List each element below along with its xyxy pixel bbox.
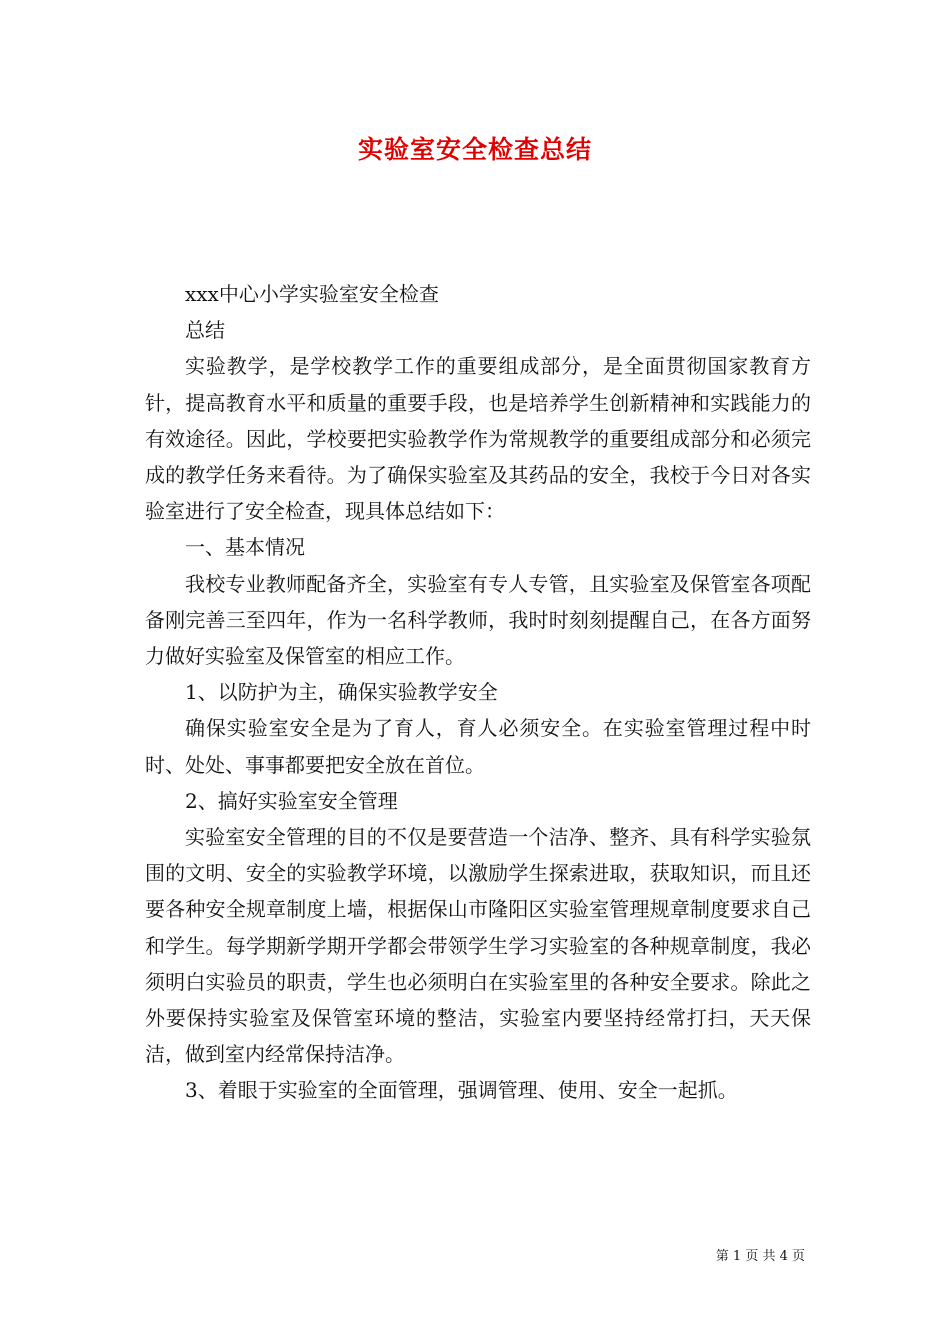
paragraph-1: 确保实验室安全是为了育人，育人必须安全。在实验室管理过程中时时、处处、事事都要把安全放在首位。 (145, 716, 811, 777)
section-heading-2: 2、搞好实验室安全管理 (185, 788, 398, 813)
paragraph-basic: 我校专业教师配备齐全，实验室有专人专管，且实验室及保管室各项配备刚完善三至四年，作为一名科学教师，我时时刻刻提醒自己，在各方面努力做好实验室及保管室的相应工作。 (145, 571, 811, 669)
section-heading-3: 3、着眼于实验室的全面管理，强调管理、使用、安全一起抓。 (185, 1078, 738, 1103)
document-body (145, 276, 811, 1109)
paragraph-intro: 实验教学，是学校教学工作的重要组成部分，是全面贯彻国家教育方针，提高教育水平和质量的重要手段，也是培养学生创新精神和实践能力的有效途径。因此，学校要把实验教学作为常规教学的重要组成部分和必须完成的教学任务来看待。为了确保实验室及其药品的安全，我校于今日对各实验室进行了安全检查，现具体总结如下： (145, 354, 811, 524)
section-heading-basic: 一、基本情况 (185, 535, 305, 560)
section-heading-1: 1、以防护为主，确保实验教学安全 (185, 680, 498, 705)
page-number: 第 1 页 共 4 页 (715, 1249, 805, 1264)
subtitle-line-1: xxx中心小学实验室安全检查 (185, 282, 439, 306)
subtitle-line-2: 总结 (185, 318, 225, 343)
paragraph-2: 实验室安全管理的目的不仅是要营造一个洁净、整齐、具有科学实验氛围的文明、安全的实验教学环境，以激励学生探索进取，获取知识，而且还要各种安全规章制度上墙，根据保山市隆阳区实验室管理规章制度要求自己和学生。每学期新学期开学都会带领学生学习实验室的各种规章制度，我必须明白实验员的职责，学生也必须明白在实验室里的各种安全要求。除此之外要保持实验室及保管室环境的整洁，实验室内要坚持经常打扫，天天保洁，做到室内经常保持洁净。 (145, 825, 811, 1067)
document-title: 实验室安全检查总结 (357, 135, 592, 164)
